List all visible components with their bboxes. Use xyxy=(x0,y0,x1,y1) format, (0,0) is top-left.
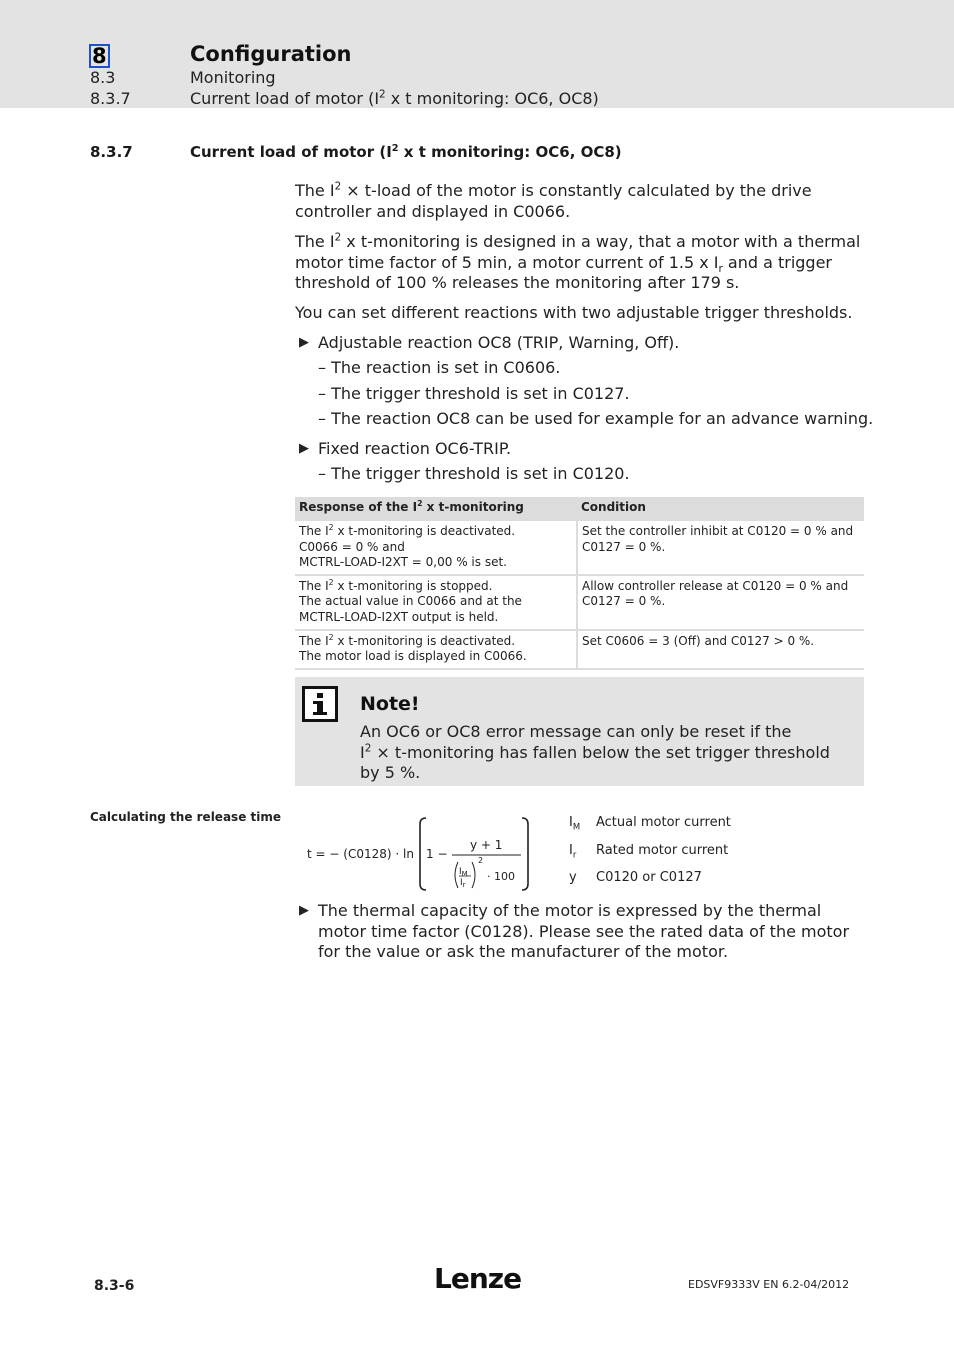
table-cell: Allow controller release at C0120 = 0 % and C0127 = 0 %. xyxy=(577,575,864,630)
lenze-logo: Lenze xyxy=(434,1262,522,1295)
list-subitem: – The trigger threshold is set in C0127. xyxy=(318,384,630,403)
table-header-cell: Condition xyxy=(577,497,864,520)
table-cell: The $I^2$ x t-monitoring is stopped. The actual value in C0066 and at the MCTRL-LOAD-I2XT output is held. xyxy=(295,575,577,630)
formula-one-minus: 1 − xyxy=(426,847,448,861)
info-icon xyxy=(302,686,338,722)
formula-im: $I_M$ xyxy=(459,867,468,878)
paragraph: The $I^2$ × t-load of the motor is constantly calculated by the drive controller and displayed in C0066. xyxy=(295,180,812,221)
breadcrumb-text: Monitoring xyxy=(190,68,276,87)
legend-description: C0120 or C0127 xyxy=(596,870,702,885)
table-row xyxy=(295,520,864,575)
table-cell: The $I^2$ x t-monitoring is deactivated. The motor load is displayed in C0066. xyxy=(295,630,577,669)
bullet-arrow-icon: ▶ xyxy=(299,335,309,350)
legend-description: Rated motor current xyxy=(596,843,729,858)
legend-symbol: $I_M$ xyxy=(569,815,581,832)
document-id: EDSVF9333V EN 6.2-04/2012 xyxy=(688,1278,850,1291)
note-box xyxy=(295,677,864,786)
breadcrumb-text: Current load of motor ($I^2$ x t monitoring: OC6, OC8) xyxy=(190,88,599,108)
list-subitem: – The reaction OC8 can be used for example for an advance warning. xyxy=(318,409,874,428)
section-number: 8.3.7 xyxy=(90,143,133,161)
note-text: An OC6 or OC8 error message can only be reset if the $I^2$ × t-monitoring has fallen below the set trigger threshold by 5 %. xyxy=(360,722,830,782)
paragraph: The thermal capacity of the motor is expressed by the thermal motor time factor (C0128). Please see the rated data of the motor for the value or ask the manufacturer of the motor. xyxy=(318,901,850,961)
table-cell: Set C0606 = 3 (Off) and C0127 > 0 %. xyxy=(577,630,864,669)
side-label: Calculating the release time xyxy=(90,810,281,824)
chapter-title: Configuration xyxy=(190,42,352,66)
legend-symbol: $I_r$ xyxy=(569,843,577,860)
chapter-number: 8 xyxy=(89,44,110,68)
legend-description: Actual motor current xyxy=(596,815,731,830)
response-table xyxy=(295,497,864,670)
table-cell: Set the controller inhibit at C0120 = 0 % and C0127 = 0 %. xyxy=(577,520,864,575)
paragraph: The $I^2$ x t-monitoring is designed in a way, that a motor with a thermal motor time factor of 5 min, a motor current of 1.5 x $I_r$ and a trigger threshold of 100 % releases the monitoring after 179 s. xyxy=(295,231,861,292)
table-header-cell: Response of the $I^2$ x t-monitoring xyxy=(295,497,577,520)
breadcrumb-number: 8.3.7 xyxy=(90,89,131,108)
formula-exponent: 2 xyxy=(478,856,484,865)
table-row xyxy=(295,575,864,630)
breadcrumb-number: 8.3 xyxy=(90,68,116,87)
list-item: Adjustable reaction OC8 (TRIP, Warning, Off). xyxy=(318,333,680,352)
formula-ir: $I_r$ xyxy=(460,878,466,889)
release-time-formula xyxy=(300,790,540,904)
paragraph: You can set different reactions with two adjustable trigger thresholds. xyxy=(295,303,853,322)
formula-times-100: · 100 xyxy=(487,870,515,883)
table-cell: The $I^2$ x t-monitoring is deactivated. C0066 = 0 % and MCTRL-LOAD-I2XT = 0,00 % is set. xyxy=(295,520,577,575)
bullet-arrow-icon: ▶ xyxy=(299,441,309,456)
section-title: Current load of motor ($I^2$ x t monitoring: OC6, OC8) xyxy=(190,143,622,161)
table-header-row xyxy=(295,497,864,520)
list-item: Fixed reaction OC6-TRIP. xyxy=(318,439,512,458)
formula-numerator: y + 1 xyxy=(470,838,503,852)
list-subitem: – The reaction is set in C0606. xyxy=(318,358,561,377)
list-subitem: – The trigger threshold is set in C0120. xyxy=(318,464,630,483)
table-row xyxy=(295,630,864,669)
formula-lhs: t = − (C0128) · ln xyxy=(307,847,414,861)
bullet-arrow-icon: ▶ xyxy=(299,903,309,918)
note-heading: Note! xyxy=(360,693,420,715)
legend-symbol: y xyxy=(569,870,577,885)
page-number: 8.3-6 xyxy=(94,1278,135,1294)
